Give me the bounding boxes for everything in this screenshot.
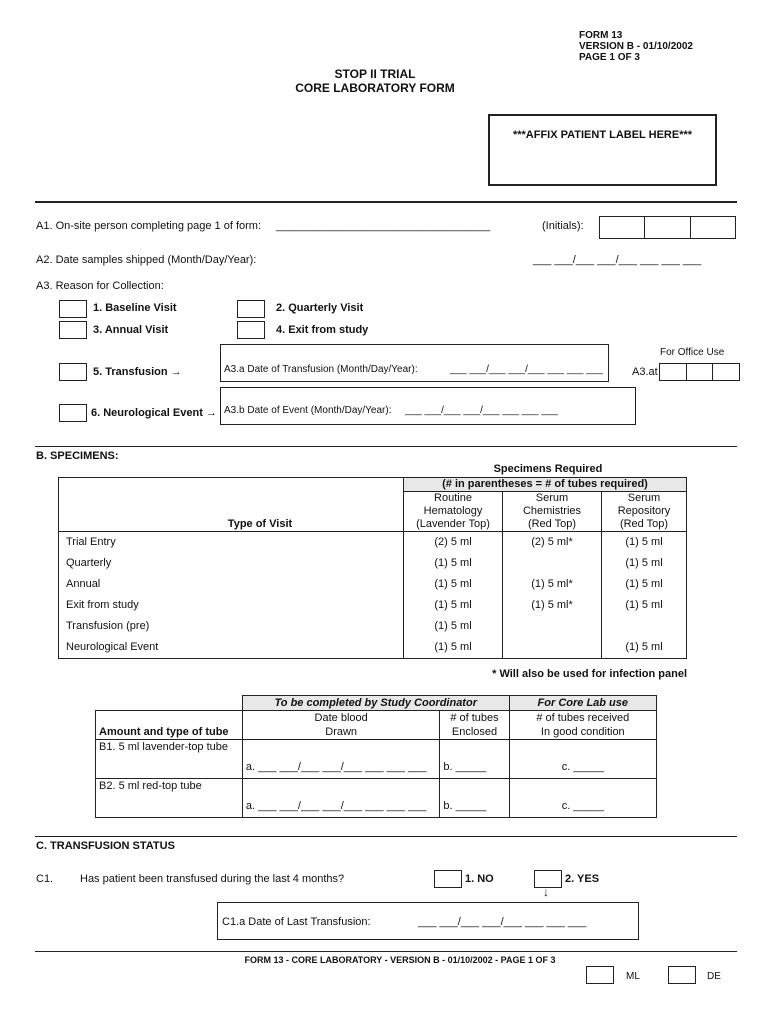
specimens-table (58, 477, 687, 659)
divider (35, 836, 737, 837)
table-row (96, 779, 657, 818)
office-use-label: For Office Use (660, 347, 725, 358)
option-annual-label: 3. Annual Visit (93, 324, 169, 336)
de-box[interactable] (668, 966, 696, 984)
page-title (250, 67, 500, 95)
col-visit-type: Type of Visit (59, 518, 404, 532)
checkbox-exit[interactable] (237, 321, 265, 339)
a3at-label: A3.at (632, 366, 658, 378)
col-routine-2: Hematology (404, 505, 503, 518)
tube-table: To be completed by Study Coordinator For Core Lab use Date blood # of tubes # of tubes received Amount and type of tube Drawn Enclosed In good condition B1. 5 ml lavender-top tube a. ___ ___/___ ___/___ ___ ___ ___ b. _____ c. _____ B2. 5 ml red-top tube a. ___ ___/___ ___/___ ___ ___ ___ b. _____ c. _____ (95, 695, 657, 818)
title-line2: CORE LABORATORY FORM (295, 81, 455, 95)
divider (35, 446, 737, 447)
tubes-received-header: # of tubes received (509, 711, 656, 726)
a3-label: A3. Reason for Collection: (36, 280, 164, 292)
a2-date-field[interactable]: ___ ___/___ ___/___ ___ ___ ___ (533, 254, 702, 266)
initials-box-1[interactable] (599, 216, 645, 239)
b2-tubes-field[interactable]: b. _____ (440, 779, 509, 818)
footnote: * Will also be used for infection panel (492, 668, 687, 680)
a3b-date-field[interactable]: ___ ___/___ ___/___ ___ ___ ___ (405, 405, 558, 416)
arrow-down-icon: ↓ (543, 885, 549, 899)
table-row: Transfusion (pre) (1) 5 ml (59, 616, 687, 637)
a3a-date-field[interactable]: ___ ___/___ ___/___ ___ ___ ___ (450, 364, 603, 375)
tubes-enclosed-header: # of tubes (440, 711, 509, 726)
tubes-note: (# in parentheses = # of tubes required) (404, 478, 687, 492)
office-box-1[interactable] (659, 363, 687, 381)
c1a-label: C1.a Date of Last Transfusion: (222, 916, 371, 928)
col-serum-rep-2: Repository (602, 505, 687, 518)
col-serum-chem-3: (Red Top) (503, 518, 602, 532)
checkbox-no[interactable] (434, 870, 462, 888)
coordinator-header: To be completed by Study Coordinator (242, 696, 509, 711)
checkbox-quarterly[interactable] (237, 300, 265, 318)
option-no-label: 1. NO (465, 873, 494, 885)
title-line1: STOP II TRIAL (334, 67, 416, 81)
col-serum-rep-3: (Red Top) (602, 518, 687, 532)
b1-tubes-field[interactable]: b. _____ (440, 740, 509, 779)
office-box-2[interactable] (686, 363, 713, 381)
patient-label-text: ***AFFIX PATIENT LABEL HERE*** (512, 129, 693, 141)
section-c-title: C. TRANSFUSION STATUS (36, 840, 175, 852)
a1-name-line[interactable]: ___________________________________ (276, 220, 491, 232)
ml-label: ML (626, 971, 640, 982)
b2-date-field[interactable]: a. ___ ___/___ ___/___ ___ ___ ___ (242, 779, 440, 818)
patient-label-box (488, 114, 717, 186)
col-serum-rep-1: Serum (602, 492, 687, 506)
ml-box[interactable] (586, 966, 614, 984)
b1-received-field[interactable]: c. _____ (509, 740, 656, 779)
table-row: Trial Entry (2) 5 ml (2) 5 ml* (1) 5 ml (59, 532, 687, 554)
form-version: VERSION B - 01/10/2002 (579, 41, 693, 52)
table-row (96, 740, 657, 779)
initials-box-3[interactable] (690, 216, 736, 239)
a1-initials-label: (Initials): (542, 220, 584, 232)
table-row: Exit from study (1) 5 ml (1) 5 ml* (1) 5 ml (59, 595, 687, 616)
initials-box-2[interactable] (644, 216, 691, 239)
b1-label: B1. 5 ml lavender-top tube (96, 740, 243, 779)
option-yes-label: 2. YES (565, 873, 600, 885)
option-transfusion-label: 5. Transfusion → (93, 366, 182, 378)
core-lab-header: For Core Lab use (509, 696, 656, 711)
footer-text: FORM 13 - CORE LABORATORY - VERSION B - 01/10/2002 - PAGE 1 OF 3 (244, 955, 556, 965)
table-row: Annual (1) 5 ml (1) 5 ml* (1) 5 ml (59, 574, 687, 595)
form-id-block (579, 30, 693, 63)
form-number: FORM 13 (579, 30, 623, 41)
option-quarterly-label: 2. Quarterly Visit (276, 302, 364, 314)
table-row: Quarterly (1) 5 ml (1) 5 ml (59, 553, 687, 574)
a1-label: A1. On-site person completing page 1 of form: (36, 220, 262, 232)
specimens-required-label: Specimens Required (493, 463, 603, 475)
col-routine-3: (Lavender Top) (404, 518, 503, 532)
a2-label: A2. Date samples shipped (Month/Day/Year): (36, 254, 257, 266)
section-b-title: B. SPECIMENS: (36, 450, 119, 462)
col-serum-chem-2: Chemistries (503, 505, 602, 518)
option-exit-label: 4. Exit from study (276, 324, 369, 336)
option-baseline-label: 1. Baseline Visit (93, 302, 177, 314)
divider (35, 201, 737, 203)
form-page: PAGE 1 OF 3 (579, 52, 640, 63)
a3a-box (220, 344, 609, 382)
checkbox-neuro-event[interactable] (59, 404, 87, 422)
col-routine-1: Routine (404, 492, 503, 506)
b1-date-field[interactable]: a. ___ ___/___ ___/___ ___ ___ ___ (242, 740, 440, 779)
date-drawn-header: Date blood (242, 711, 440, 726)
b2-label: B2. 5 ml red-top tube (96, 779, 243, 818)
a3b-box (220, 387, 636, 425)
c1a-date-field[interactable]: ___ ___/___ ___/___ ___ ___ ___ (418, 916, 587, 928)
option-neuro-label: 6. Neurological Event → (91, 407, 217, 419)
divider (35, 951, 737, 952)
de-label: DE (707, 971, 721, 982)
checkbox-baseline[interactable] (59, 300, 87, 318)
checkbox-annual[interactable] (59, 321, 87, 339)
office-box-3[interactable] (712, 363, 740, 381)
b2-received-field[interactable]: c. _____ (509, 779, 656, 818)
checkbox-transfusion[interactable] (59, 363, 87, 381)
c1a-box (217, 902, 639, 940)
amount-type-header: Amount and type of tube (96, 725, 243, 740)
a3b-label: A3.b Date of Event (Month/Day/Year): (224, 405, 392, 416)
c1-number: C1. (36, 873, 54, 885)
col-serum-chem-1: Serum (503, 492, 602, 506)
c1-question: Has patient been transfused during the last 4 months? (80, 873, 345, 885)
a3a-label: A3.a Date of Transfusion (Month/Day/Year): (224, 364, 418, 375)
table-row: Neurological Event (1) 5 ml (1) 5 ml (59, 637, 687, 659)
